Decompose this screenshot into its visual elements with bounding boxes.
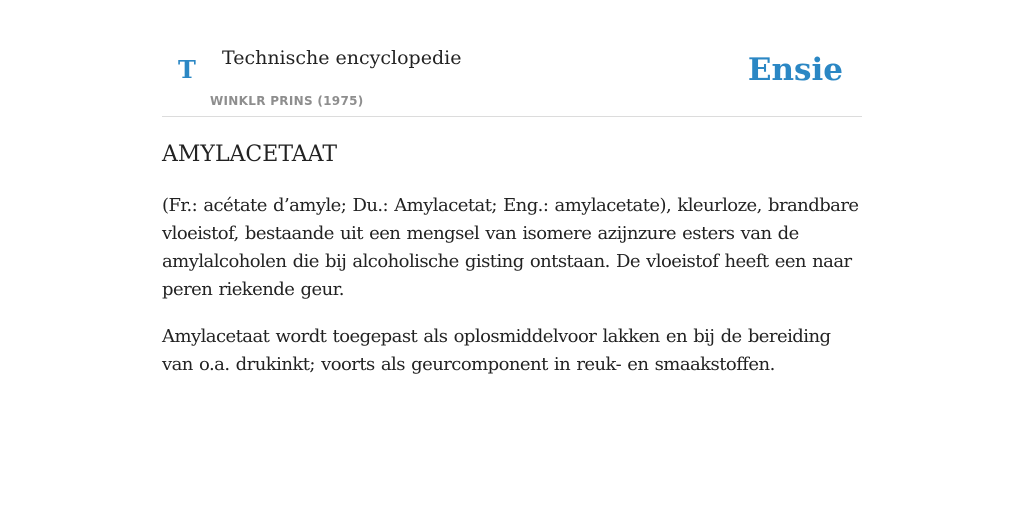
entry-paragraph: (Fr.: acétate d’amyle; Du.: Amylacetat; Eng.: amylacetate), kleurloze, brandbare vloeistof, bestaande uit een mengsel van isomere azijnzure esters van de amylalcoholen die bij alcoholische gisting ontstaan. De vloeistof heeft een naar peren riekende geur. (162, 195, 859, 300)
encyclopedia-logo[interactable]: T (178, 55, 196, 84)
header (162, 0, 862, 117)
article (162, 140, 862, 379)
edition-label: WINKLR PRINS (1975) (210, 94, 364, 108)
entry-paragraph: Amylacetaat wordt toegepast als oplosmiddelvoor lakken en bij de bereiding van o.a. drukinkt; voorts als geurcomponent in reuk- en smaakstoffen. (162, 326, 831, 375)
brand-logo[interactable]: Ensie (747, 52, 843, 88)
entry-title: AMYLACETAAT (162, 142, 338, 167)
book-title[interactable]: Technische encyclopedie (222, 47, 462, 69)
